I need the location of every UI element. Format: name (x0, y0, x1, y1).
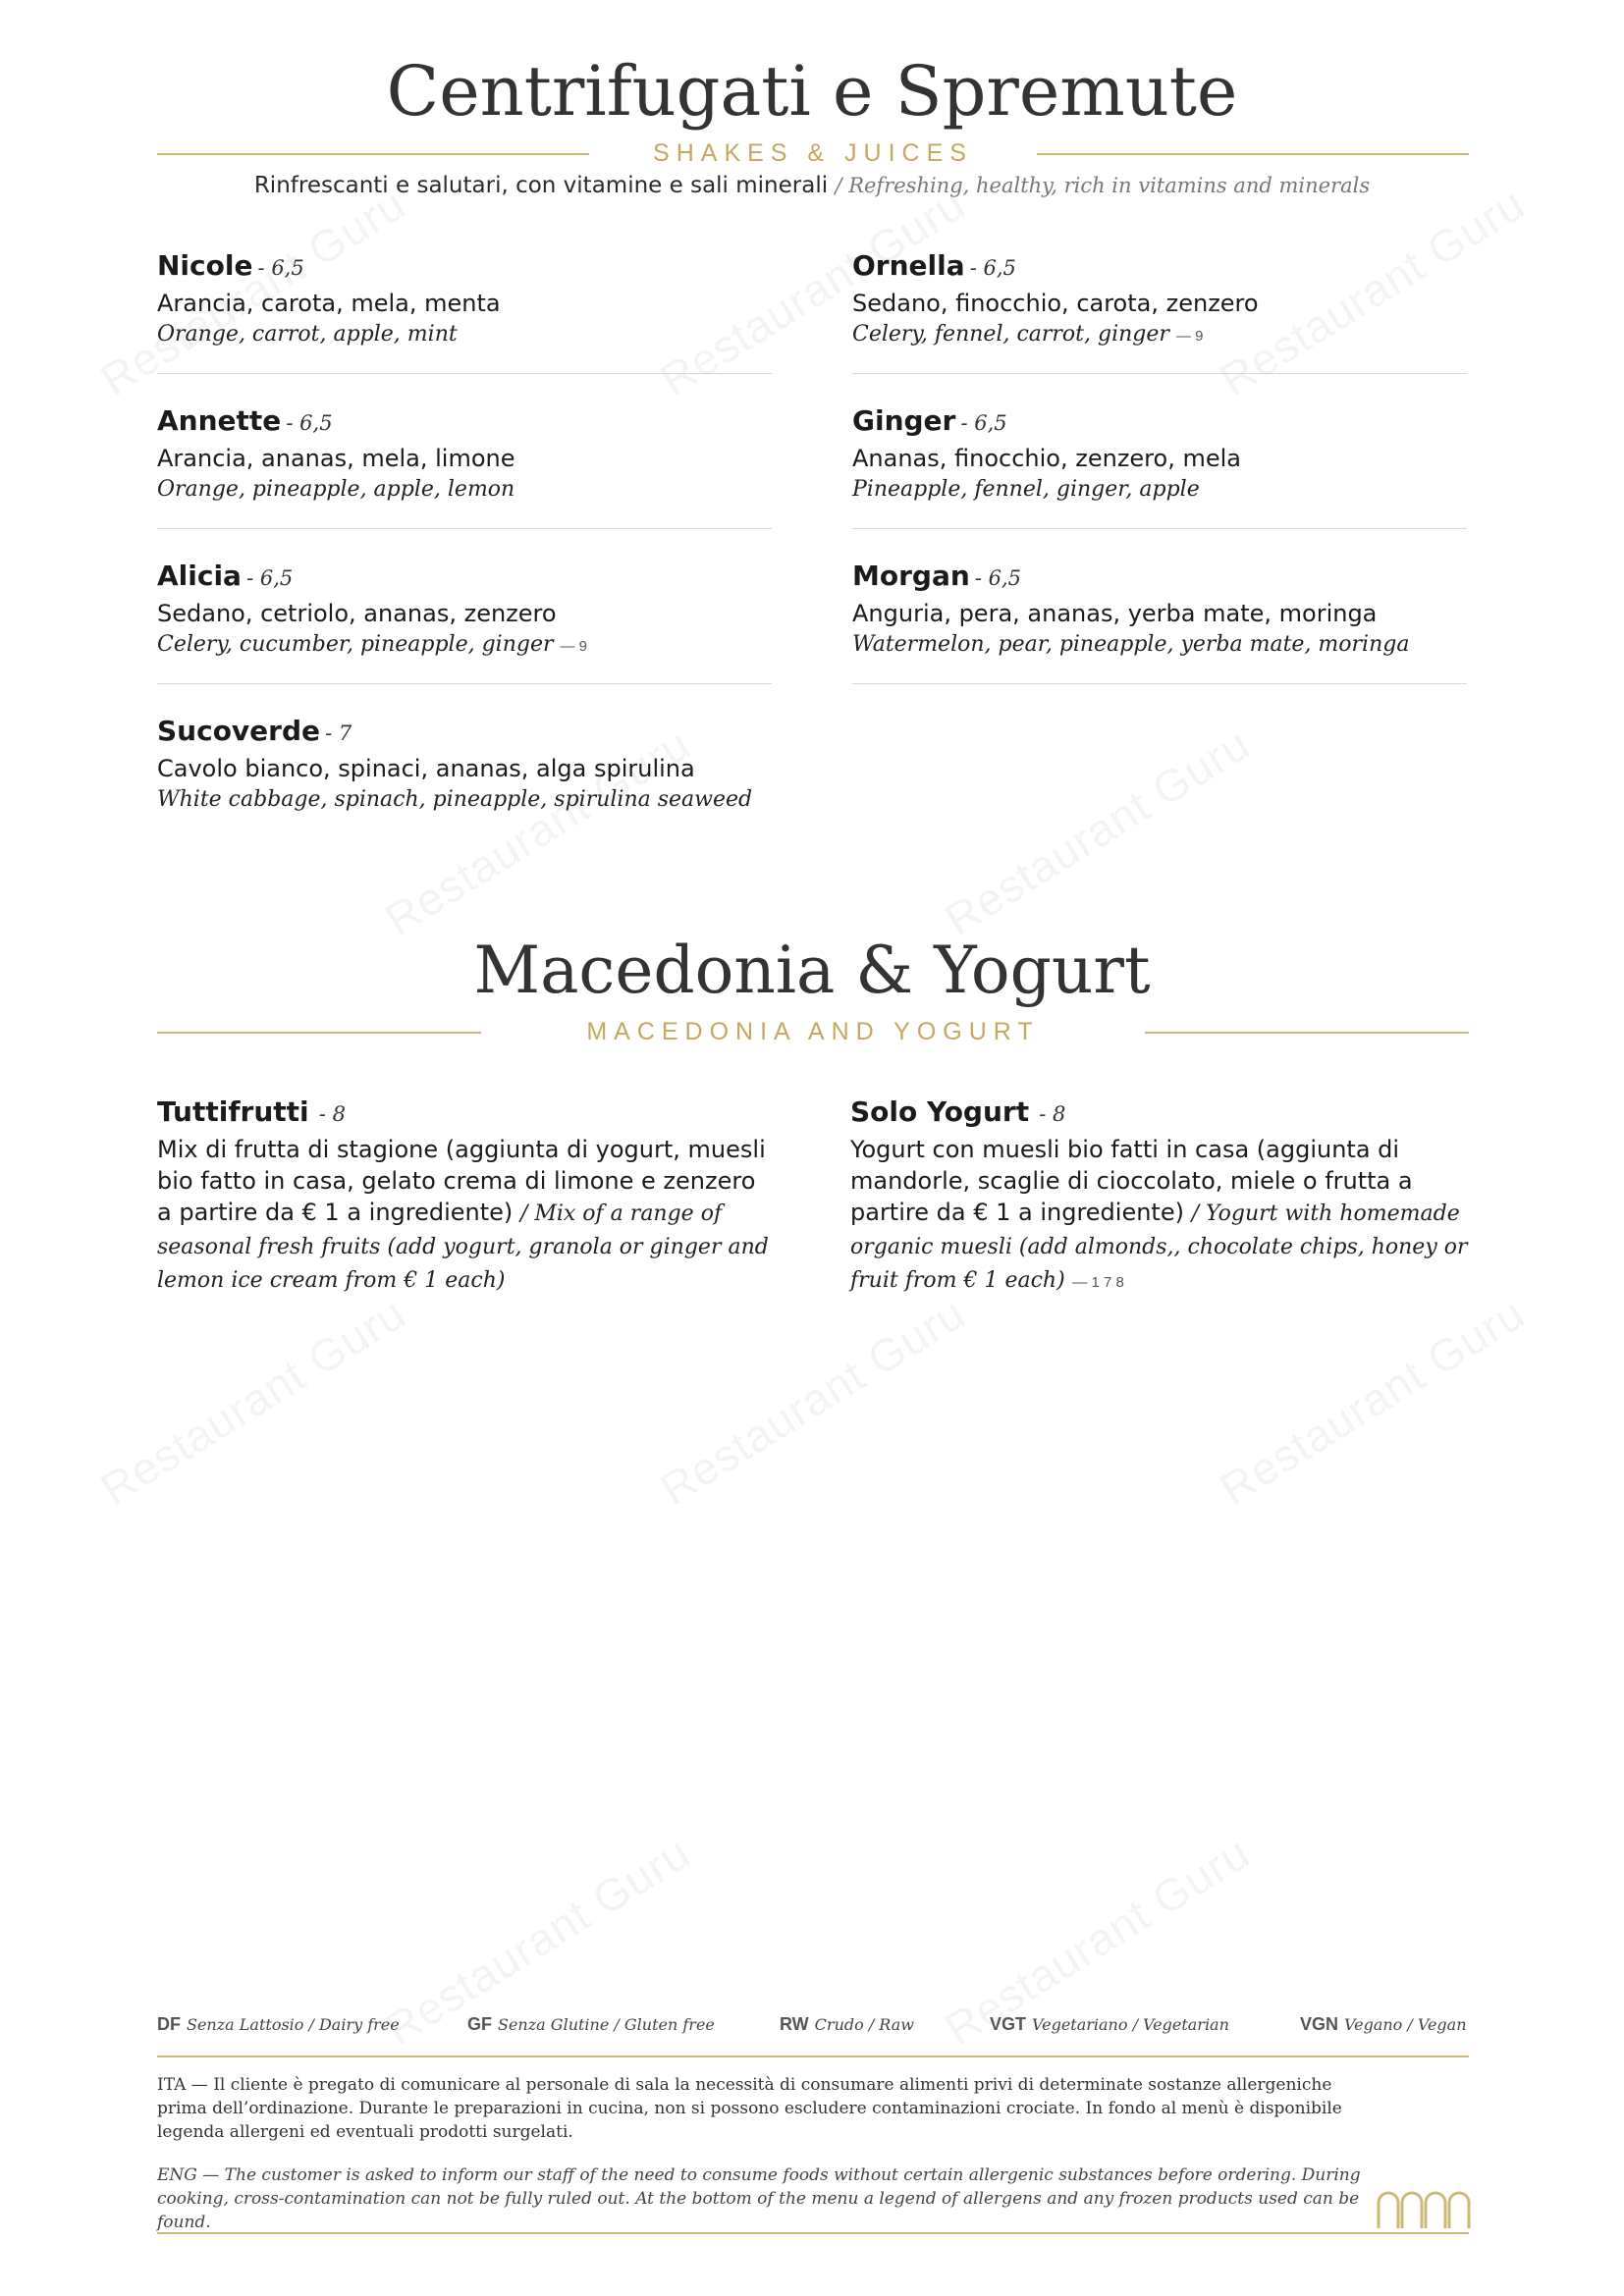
menu-item (157, 249, 772, 374)
item-ingredients-en: Pineapple, fennel, ginger, apple (852, 477, 1200, 502)
item-name: Annette (157, 404, 282, 437)
gold-divider (157, 2056, 1469, 2057)
menu-item (157, 715, 772, 827)
allergen-notice-ita: ITA — Il cliente è pregato di comunicare al personale di sala la necessità di consumare alimenti privi di determinate sostanze allergeniche prima dell’ordinazione. Durante le preparazioni in cucina, non si possono escludere contaminazioni crociate. In fondo al menù è disponibile legenda allergeni ed eventuali prodotti surgelati. (157, 2075, 1342, 2142)
item-price: - 6,5 (246, 566, 294, 590)
menu-item (852, 560, 1467, 684)
legend-code: VGT (990, 2014, 1027, 2034)
allergen-codes: — 9 (1175, 328, 1204, 345)
legend-code: RW (780, 2014, 809, 2034)
item-ingredients-it: Sedano, finocchio, carota, zenzero (852, 290, 1259, 317)
intro-english: / Refreshing, healthy, rich in vitamins and minerals (835, 174, 1371, 197)
watermark-text (651, 1286, 975, 1516)
legend-code: VGN (1300, 2014, 1339, 2034)
item-ingredients-it: Arancia, ananas, mela, limone (157, 445, 515, 472)
item-description-en: / Mix of a range of seasonal fresh fruits (add yogurt, granola or ginger and lemon ice cream from € 1 each) (157, 1201, 769, 1293)
item-name: Solo Yogurt (850, 1095, 1030, 1128)
gold-divider (157, 2232, 1469, 2234)
item-description-it: Yogurt con muesli bio fatti in casa (aggiunta di mandorle, scaglie di cioccolato, miele o frutta a partire da € 1 a ingrediente) (850, 1136, 1413, 1226)
item-ingredients-en: White cabbage, spinach, pineapple, spirulina seaweed (157, 787, 753, 812)
item-description (850, 1134, 1469, 1299)
watermark-text (91, 1286, 415, 1516)
item-name: Tuttifrutti (157, 1095, 309, 1128)
item-description-it: Mix di frutta di stagione (aggiunta di yogurt, muesli bio fatto in casa, gelato crema di limone e zenzero a partire da € 1 a ingrediente) (157, 1136, 766, 1226)
item-price: - 6,5 (974, 566, 1022, 590)
allergen-legend (157, 2014, 1469, 2044)
section-title-shakes: Centrifugati e Spremute (386, 51, 1238, 132)
item-ingredients-it: Ananas, finocchio, zenzero, mela (852, 445, 1241, 472)
menu-item (850, 1095, 1469, 1299)
menu-item (852, 404, 1467, 529)
menu-item (157, 404, 772, 529)
watermark-text (936, 717, 1260, 946)
item-price: - 8 (1039, 1102, 1066, 1126)
menu-item (157, 560, 772, 684)
item-name: Ginger (852, 404, 956, 437)
item-description-en: / Yogurt with homemade organic muesli (add almonds,, chocolate chips, honey or fruit from € 1 each) (850, 1201, 1468, 1293)
gold-divider (1037, 153, 1469, 155)
legend-code: DF (157, 2014, 181, 2034)
section-title-macedonia: Macedonia & Yogurt (473, 933, 1151, 1008)
item-name: Nicole (157, 249, 253, 282)
item-price: - 7 (325, 721, 352, 745)
item-name: Ornella (852, 249, 965, 282)
item-ingredients-it: Cavolo bianco, spinaci, ananas, alga spirulina (157, 755, 695, 782)
item-description (157, 1134, 776, 1297)
allergen-codes: — 1 7 8 (1072, 1274, 1124, 1291)
section-subtitle: SHAKES & JUICES (653, 139, 973, 167)
legend-description: Senza Glutine / Gluten free (498, 2015, 715, 2034)
item-name: Sucoverde (157, 715, 321, 747)
legend-code: GF (467, 2014, 492, 2034)
intro-italian: Rinfrescanti e salutari, con vitamine e sali minerali (253, 173, 829, 198)
gold-divider (1145, 1032, 1469, 1034)
menu-item (852, 249, 1467, 374)
item-ingredients-en: Celery, fennel, carrot, ginger (852, 322, 1169, 347)
item-price: - 6,5 (286, 411, 333, 435)
legend-description: Senza Lattosio / Dairy free (187, 2015, 400, 2034)
watermark-text (1211, 1286, 1535, 1516)
legend-entry (780, 2014, 914, 2035)
legend-entry (467, 2014, 715, 2035)
section-subtitle-row (157, 133, 1469, 173)
legend-entry (1300, 2014, 1467, 2035)
legend-entry (157, 2014, 400, 2035)
item-price: - 6,5 (257, 256, 304, 280)
menu-item (157, 1095, 776, 1297)
item-ingredients-en: Celery, cucumber, pineapple, ginger (157, 632, 554, 657)
item-ingredients-it: Arancia, carota, mela, menta (157, 290, 501, 317)
item-ingredients-it: Sedano, cetriolo, ananas, zenzero (157, 600, 557, 627)
section-subtitle: MACEDONIA AND YOGURT (586, 1018, 1040, 1045)
item-name: Morgan (852, 560, 970, 592)
item-ingredients-en: Orange, carrot, apple, mint (157, 322, 458, 347)
legend-description: Vegetariano / Vegetarian (1032, 2015, 1229, 2034)
item-ingredients-en: Orange, pineapple, apple, lemon (157, 477, 515, 502)
item-ingredients-it: Anguria, pera, ananas, yerba mate, moringa (852, 600, 1378, 627)
section-subtitle-row (157, 1012, 1469, 1051)
item-price: - 6,5 (969, 256, 1016, 280)
item-price: - 6,5 (960, 411, 1007, 435)
legend-description: Crudo / Raw (814, 2015, 914, 2034)
allergen-notice-eng: ENG — The customer is asked to inform our staff of the need to consume foods without certain allergenic substances before ordering. During cooking, cross-contamination can not be fully ruled out. At the bottom of the menu a legend of allergens and any frozen products used can be found. (157, 2165, 1361, 2232)
item-ingredients-en: Watermelon, pear, pineapple, yerba mate, moringa (852, 632, 1410, 657)
section-intro (0, 173, 1624, 198)
legend-description: Vegano / Vegan (1344, 2015, 1467, 2034)
item-price: - 8 (318, 1102, 346, 1126)
legend-entry (990, 2014, 1229, 2035)
item-name: Alicia (157, 560, 242, 592)
arches-logo-icon (1375, 2181, 1473, 2230)
allergen-codes: — 9 (560, 638, 588, 655)
